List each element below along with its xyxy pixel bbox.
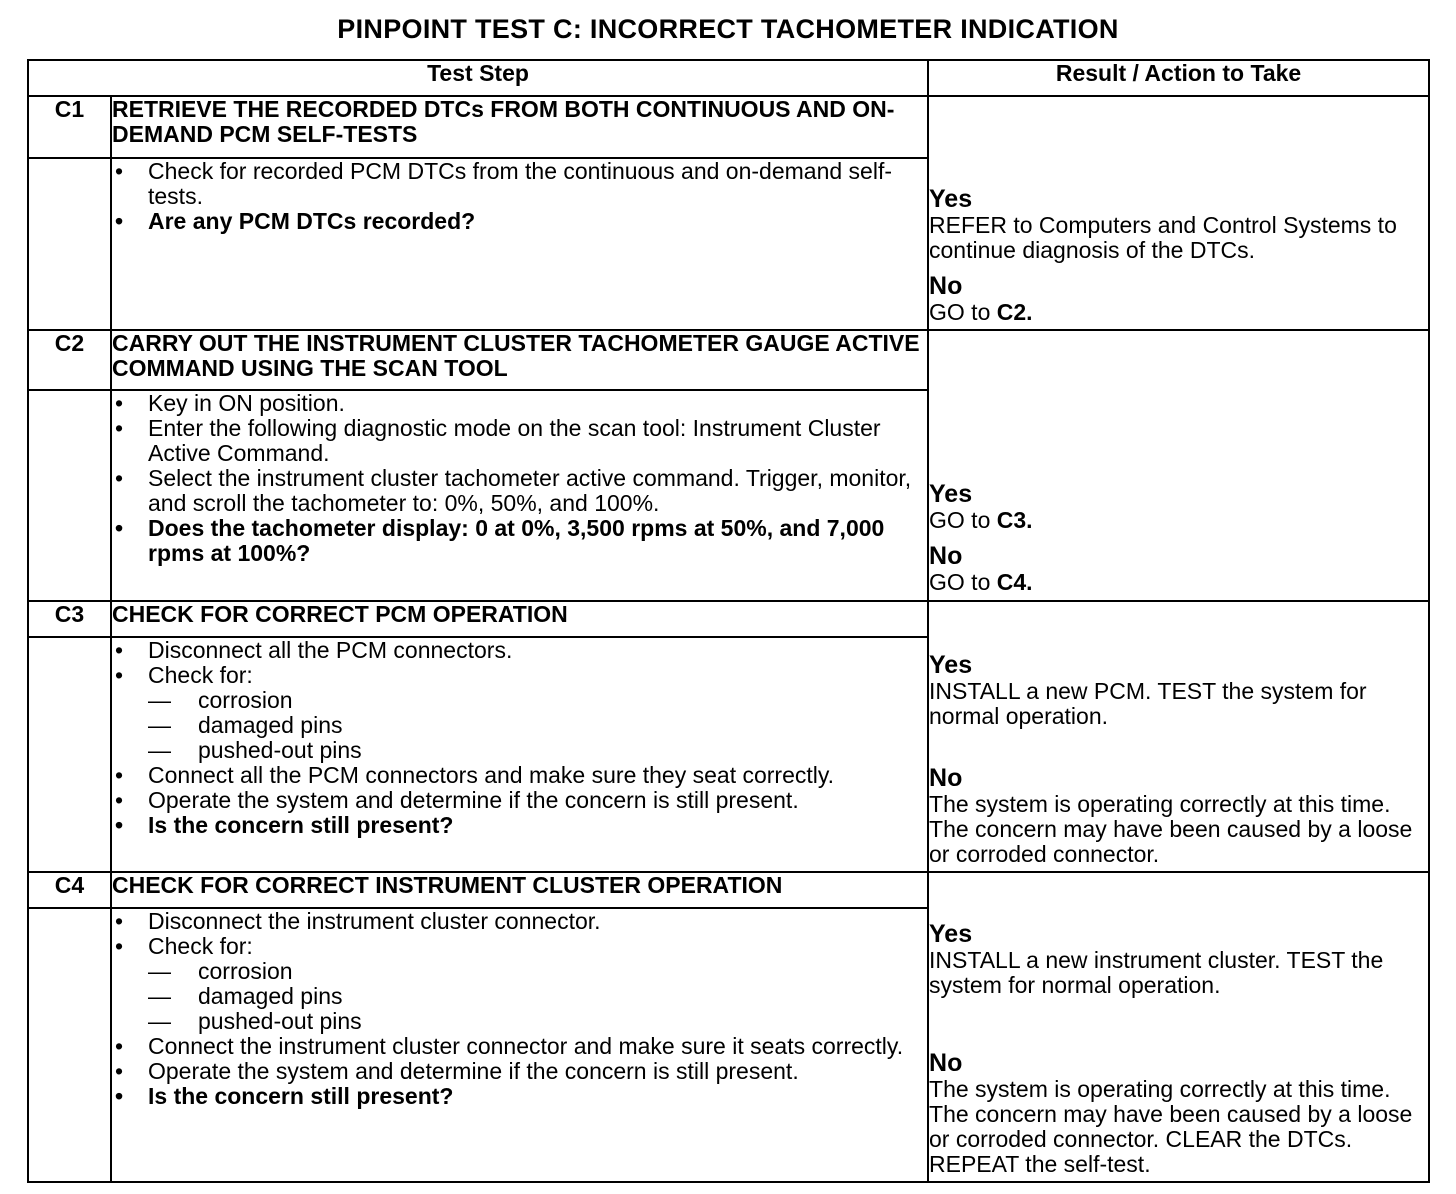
yes-label: Yes	[929, 920, 973, 948]
step-actions	[111, 158, 928, 330]
yes-action: INSTALL a new instrument cluster. TEST the system for normal operation.	[929, 947, 1384, 998]
check-list	[148, 959, 927, 1034]
step-id: C4	[28, 872, 111, 908]
step-heading: CARRY OUT THE INSTRUMENT CLUSTER TACHOMETER GAUGE ACTIVE COMMAND USING THE SCAN TOOL	[111, 330, 928, 390]
action-item: • Key in ON position.	[112, 391, 927, 416]
yes-label: Yes	[929, 480, 973, 508]
test-step-header: Test Step	[28, 60, 928, 96]
action-item: • Enter the following diagnostic mode on the scan tool: Instrument Cluster Active Command.	[112, 416, 927, 466]
yes-label: Yes	[929, 651, 973, 679]
step-heading: RETRIEVE THE RECORDED DTCs FROM BOTH CONTINUOUS AND ON-DEMAND PCM SELF-TESTS	[111, 96, 928, 158]
no-label: No	[929, 272, 963, 300]
check-item: — — corrosion	[148, 959, 927, 984]
step-heading: CHECK FOR CORRECT INSTRUMENT CLUSTER OPERATION	[111, 872, 928, 908]
no-action: GO to C2.	[929, 299, 1033, 325]
action-item: • Check for: — — corrosion — — damaged pins — — pushed-out pins	[112, 934, 927, 1034]
action-question: • Is the concern still present?	[112, 813, 927, 838]
action-item: • Connect all the PCM connectors and make sure they seat correctly.	[112, 763, 927, 788]
step-c2-heading-row	[28, 330, 1429, 390]
no-action: The system is operating correctly at this time. The concern may have been caused by a loose or corroded connector.	[929, 791, 1413, 867]
no-action: GO to C4.	[929, 569, 1033, 595]
action-question: • Is the concern still present?	[112, 1084, 927, 1109]
action-item: • Disconnect the instrument cluster connector.	[112, 909, 927, 934]
action-item: • Check for recorded PCM DTCs from the continuous and on-demand self-tests.	[112, 159, 927, 209]
action-item: • Check for: — — corrosion — — damaged pins — — pushed-out pins	[112, 663, 927, 763]
step-c1-result	[928, 96, 1429, 330]
no-action: The system is operating correctly at this time. The concern may have been caused by a loose or corroded connector. CLEAR the DTCs. REPEAT the self-test.	[929, 1076, 1413, 1177]
no-label: No	[929, 1049, 963, 1077]
step-c2-result	[928, 330, 1429, 601]
check-item: — — pushed-out pins	[148, 1009, 927, 1034]
no-label: No	[929, 542, 963, 570]
action-item: • Select the instrument cluster tachometer active command. Trigger, monitor, and scroll the tachometer to: 0%, 50%, and 100%.	[112, 466, 927, 516]
step-c4-heading-row	[28, 872, 1429, 908]
no-label: No	[929, 764, 963, 792]
action-item: • Connect the instrument cluster connector and make sure it seats correctly.	[112, 1034, 927, 1059]
check-list	[148, 688, 927, 763]
step-actions	[111, 637, 928, 872]
action-question: • Are any PCM DTCs recorded?	[112, 209, 927, 234]
yes-action: REFER to Computers and Control Systems to continue diagnosis of the DTCs.	[929, 212, 1397, 263]
step-c3-heading-row	[28, 601, 1429, 637]
check-item: — — damaged pins	[148, 713, 927, 738]
check-item: — — pushed-out pins	[148, 738, 927, 763]
check-item: — — damaged pins	[148, 984, 927, 1009]
step-id: C2	[28, 330, 111, 390]
step-actions	[111, 908, 928, 1182]
yes-action: GO to C3.	[929, 507, 1033, 533]
step-id: C1	[28, 96, 111, 158]
action-item: • Disconnect all the PCM connectors.	[112, 638, 927, 663]
yes-action: INSTALL a new PCM. TEST the system for normal operation.	[929, 678, 1367, 729]
action-item: • Operate the system and determine if the concern is still present.	[112, 788, 927, 813]
check-item: — — corrosion	[148, 688, 927, 713]
step-c1-heading-row	[28, 96, 1429, 158]
action-question: • Does the tachometer display: 0 at 0%, 3,500 rpms at 50%, and 7,000 rpms at 100%?	[112, 516, 927, 566]
header-row	[28, 60, 1429, 96]
step-heading: CHECK FOR CORRECT PCM OPERATION	[111, 601, 928, 637]
step-id: C3	[28, 601, 111, 637]
action-item: • Operate the system and determine if the concern is still present.	[112, 1059, 927, 1084]
page-title: PINPOINT TEST C: INCORRECT TACHOMETER INDICATION	[337, 14, 1119, 44]
step-c3-result	[928, 601, 1429, 872]
pinpoint-test-table	[27, 59, 1430, 1183]
step-c4-result	[928, 872, 1429, 1182]
step-actions	[111, 390, 928, 601]
yes-label: Yes	[929, 185, 973, 213]
result-header: Result / Action to Take	[928, 60, 1429, 96]
